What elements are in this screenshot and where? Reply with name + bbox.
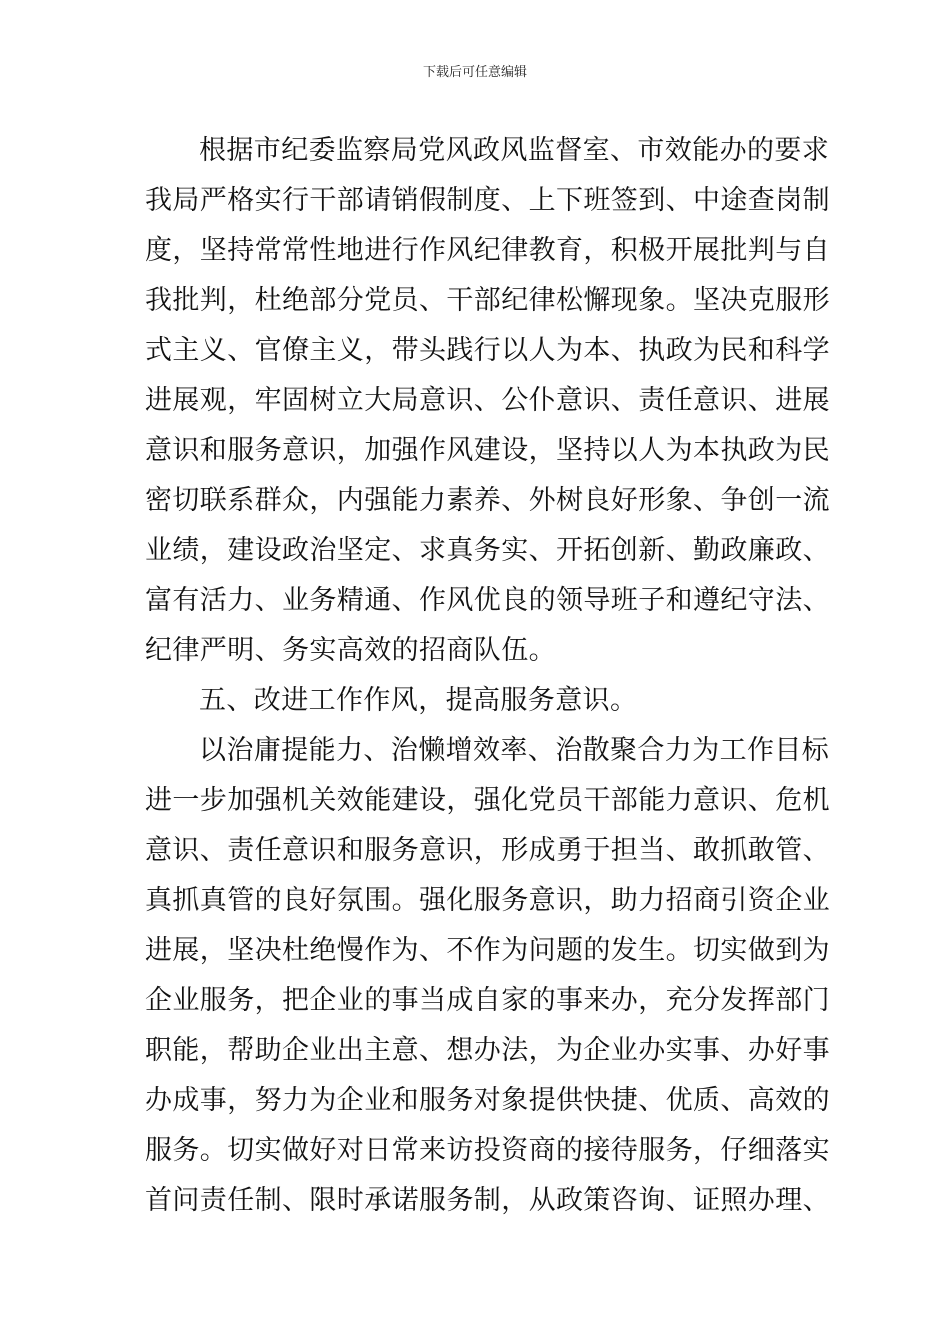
- text-line: 服务。切实做好对日常来访投资商的接待服务，仔细落实: [145, 1135, 830, 1166]
- text-line: 富有活力、业务精通、作风优良的领导班子和遵纪守法、: [145, 585, 830, 616]
- text-line: 度，坚持常常性地进行作风纪律教育，积极开展批判与自: [145, 235, 830, 266]
- text-line: 进展，坚决杜绝慢作为、不作为问题的发生。切实做到为: [145, 935, 830, 966]
- text-line: 企业服务，把企业的事当成自家的事来办，充分发挥部门: [145, 985, 830, 1016]
- text-line: 纪律严明、务实高效的招商队伍。: [145, 635, 556, 666]
- document-body: [145, 126, 830, 1226]
- page-header: 下载后可任意编辑: [422, 65, 527, 80]
- text-line: 进展观，牢固树立大局意识、公仆意识、责任意识、进展: [145, 385, 830, 416]
- text-line: 意识、责任意识和服务意识，形成勇于担当、敢抓敢管、: [145, 835, 830, 866]
- text-line: 办成事，努力为企业和服务对象提供快捷、优质、高效的: [145, 1085, 830, 1116]
- text-line: 进一步加强机关效能建设，强化党员干部能力意识、危机: [145, 785, 830, 816]
- text-line: 我批判，杜绝部分党员、干部纪律松懈现象。坚决克服形: [145, 285, 830, 316]
- text-line: 业绩，建设政治坚定、求真务实、开拓创新、勤政廉政、: [145, 535, 830, 566]
- text-line: 我局严格实行干部请销假制度、上下班签到、中途查岗制: [145, 185, 830, 216]
- text-line: 密切联系群众，内强能力素养、外树良好形象、争创一流: [145, 485, 830, 516]
- text-line: 根据市纪委监察局党风政风监督室、市效能办的要求: [199, 135, 830, 166]
- text-line: 式主义、官僚主义，带头践行以人为本、执政为民和科学: [145, 335, 830, 366]
- text-line: 首问责任制、限时承诺服务制，从政策咨询、证照办理、: [145, 1185, 830, 1216]
- text-line: 意识和服务意识，加强作风建设，坚持以人为本执政为民: [145, 435, 830, 466]
- section-heading: 五、改进工作作风，提高服务意识。: [199, 685, 638, 716]
- text-line: 真抓真管的良好氛围。强化服务意识，助力招商引资企业: [145, 885, 830, 916]
- text-line: 职能，帮助企业出主意、想办法，为企业办实事、办好事: [145, 1035, 830, 1066]
- text-line: 以治庸提能力、治懒增效率、治散聚合力为工作目标: [199, 735, 830, 766]
